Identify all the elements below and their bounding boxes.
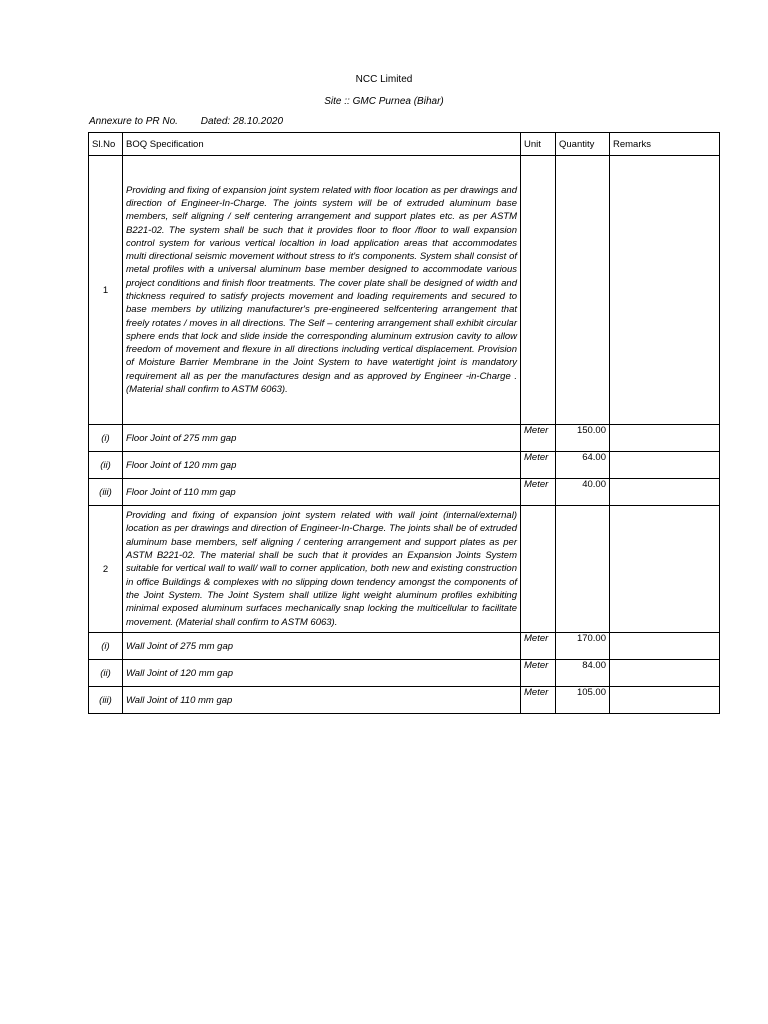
sub-unit: Meter: [521, 687, 556, 714]
sub-quantity: 105.00: [556, 687, 610, 714]
sub-unit: Meter: [521, 479, 556, 506]
item-1-specification: Providing and fixing of expansion joint system related with floor location as per drawings and direction of Engineer-In-Charge. The joints system will be of extruded aluminum base members, self aligning / self centering arrangement and support plates etc. as per ASTM B221-02. The system shall be such that it provides floor to floor /floor to wall expansion control system for various vertical localtion in load application areas that accommodates multi directional seismic movement without stress to it's components. System shall consist of metal profiles with a universal aluminum base member designed to accommodate various project conditions and finish floor treatments. The cover plate shall be designed of width and thickness required to satisfy projects movement and loading requirements and secured to base members by utilizing manufacturer's pre-engineered selfcentering arrangement that freely rotates / moves in all directions. The Self – centering arrangement shall exhibit circular sphere ends that lock and slide inside the corresponding aluminum extrusion cavity to allow freedom of movement and flexure in all directions including vertical displacement. Provision of Moisture Barrier Membrane in the Joint System to have watertight joint is mandatory requirement all as per the manufactures design and as approved by Engineer -in-Charge .(Material shall confirm to ASTM 6063).: [123, 156, 521, 425]
sub-slno: (ii): [89, 660, 123, 687]
annexure-label: Annexure to PR No.: [89, 116, 178, 127]
sub-description: Floor Joint of 120 mm gap: [123, 452, 521, 479]
sub-unit: Meter: [521, 660, 556, 687]
sub-slno: (iii): [89, 687, 123, 714]
item-2-quantity: [556, 506, 610, 633]
table-row-item-2: [89, 506, 720, 633]
sub-description: Floor Joint of 275 mm gap: [123, 425, 521, 452]
sub-quantity: 84.00: [556, 660, 610, 687]
table-header-row: [89, 133, 720, 156]
item-1-unit: [521, 156, 556, 425]
table-row: [89, 452, 720, 479]
table-row: [89, 479, 720, 506]
item-1-slno: 1: [89, 156, 123, 425]
sub-description: Wall Joint of 275 mm gap: [123, 633, 521, 660]
sub-remarks: [610, 452, 720, 479]
annexure-line: [89, 116, 283, 127]
sub-remarks: [610, 687, 720, 714]
table-row-item-1: [89, 156, 720, 425]
sub-description: Wall Joint of 120 mm gap: [123, 660, 521, 687]
dated-label: Dated: 28.10.2020: [200, 116, 284, 127]
item-1-quantity: [556, 156, 610, 425]
table-row: [89, 633, 720, 660]
sub-unit: Meter: [521, 633, 556, 660]
sub-quantity: 40.00: [556, 479, 610, 506]
item-2-specification: Providing and fixing of expansion joint system related with wall joint (internal/external) location as per drawings and direction of Engineer-In-Charge. The joints shall be of extruded aluminum base members, self aligning / centering arrangement and support plates as per ASTM B221-02. The material shall be such that it provides an Expansion Joints System suitable for vertical wall to wall/ wall to corner application, both new and existing construction in office Buildings & complexes with no slipping down tendency amongst the components of the Joint System. The Joint System shall utilize light weight aluminum profiles exhibiting minimal exposed aluminum surfaces mechanically snap locking the multicellular to facilitate movement. (Material shall confirm to ASTM 6063).: [123, 506, 521, 633]
sub-quantity: 170.00: [556, 633, 610, 660]
col-header-quantity: Quantity: [556, 133, 610, 156]
table-row: [89, 425, 720, 452]
sub-slno: (i): [89, 425, 123, 452]
col-header-remarks: Remarks: [610, 133, 720, 156]
sub-slno: (iii): [89, 479, 123, 506]
item-2-slno: 2: [89, 506, 123, 633]
boq-table: [88, 132, 720, 714]
company-name: NCC Limited: [355, 74, 413, 85]
sub-remarks: [610, 660, 720, 687]
col-header-slno: Sl.No: [89, 133, 123, 156]
sub-quantity: 150.00: [556, 425, 610, 452]
item-2-unit: [521, 506, 556, 633]
table-row: [89, 687, 720, 714]
site-name: Site :: GMC Purnea (Bihar): [324, 96, 444, 107]
sub-remarks: [610, 479, 720, 506]
sub-remarks: [610, 633, 720, 660]
col-header-unit: Unit: [521, 133, 556, 156]
item-1-remarks: [610, 156, 720, 425]
sub-slno: (ii): [89, 452, 123, 479]
col-header-spec: BOQ Specification: [123, 133, 521, 156]
sub-remarks: [610, 425, 720, 452]
table-row: [89, 660, 720, 687]
sub-quantity: 64.00: [556, 452, 610, 479]
item-2-remarks: [610, 506, 720, 633]
sub-description: Floor Joint of 110 mm gap: [123, 479, 521, 506]
sub-unit: Meter: [521, 425, 556, 452]
sub-unit: Meter: [521, 452, 556, 479]
sub-slno: (i): [89, 633, 123, 660]
sub-description: Wall Joint of 110 mm gap: [123, 687, 521, 714]
